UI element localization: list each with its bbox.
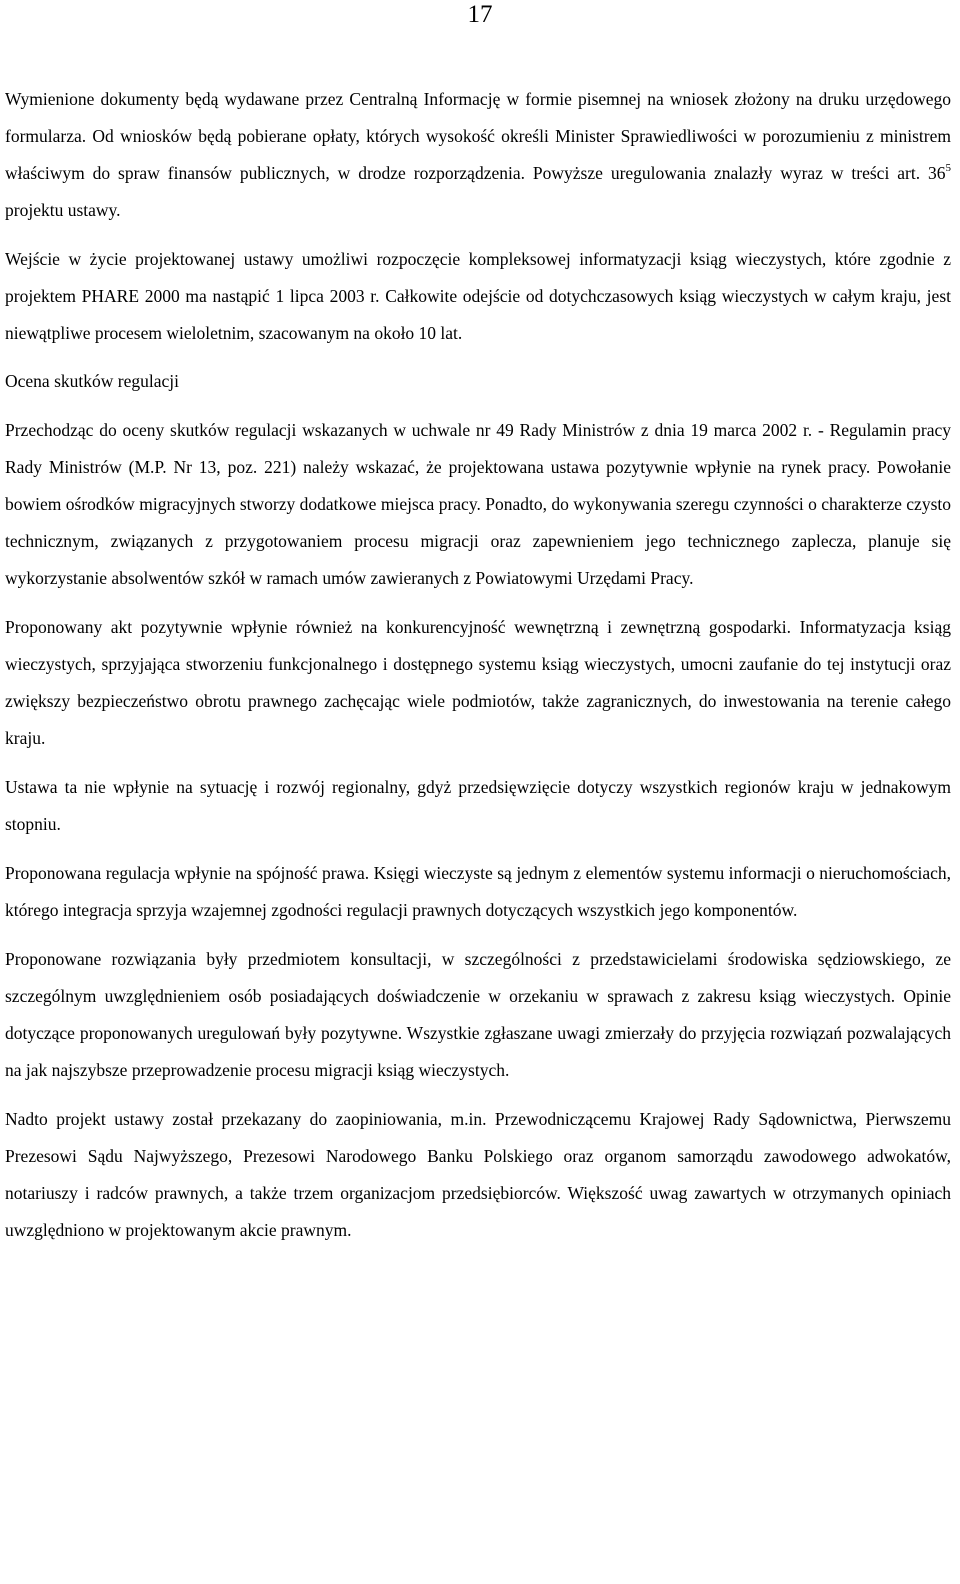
paragraph-consultations: Proponowane rozwiązania były przedmiotem konsultacji, w szczególności z przedstawicielami środowiska sędziowskiego, ze szczególnym uwzględnieniem osób posiadających doświadczenie w orzekaniu w sprawach z zakresu ksiąg wieczystych. Opinie dotyczące proponowanych uregulowań były pozytywne. Wszystkie zgłaszane uwagi zmierzały do przyjęcia rozwiązań pozwalających na jak najszybsze przeprowadzenie procesu migracji ksiąg wieczystych. — [5, 949, 951, 1080]
paragraph-legal-coherence: Proponowana regulacja wpłynie na spójność prawa. Księgi wieczyste są jednym z elementów systemu informacji o nieruchomościach, którego integracja sprzyja wzajemnej zgodności regulacji prawnych dotyczących wszystkich jego komponentów. — [5, 863, 951, 920]
paragraph-documents-fees — [5, 81, 951, 229]
paragraph-regional-development: Ustawa ta nie wpłynie na sytuację i rozwój regionalny, gdyż przedsięwzięcie dotyczy wszystkich regionów kraju w jednakowym stopniu. — [5, 777, 951, 834]
paragraph-competitiveness: Proponowany akt pozytywnie wpłynie również na konkurencyjność wewnętrzną i zewnętrzną gospodarki. Informatyzacja ksiąg wieczystych, sprzyjająca stworzeniu funkcjonalnego i dostępnego systemu ksiąg wieczystych, umocni zaufanie do tej instytucji oraz zwiększy bezpieczeństwo obrotu prawnego zachęcając wiele podmiotów, także zagranicznych, do inwestowania na terenie całego kraju. — [5, 617, 951, 748]
paragraph-opinions: Nadto projekt ustawy został przekazany do zaopiniowania, m.in. Przewodniczącemu Krajowej Rady Sądownictwa, Pierwszemu Prezesowi Sądu Najwyższego, Prezesowi Narodowego Banku Polskiego oraz organom samorządu zawodowego adwokatów, notariuszy i radców prawnych, a także trzem organizacjom przedsiębiorców. Większość uwag zawartych w otrzymanych opiniach uwzględniono w projektowanym akcie prawnym. — [5, 1109, 951, 1240]
paragraph-text-tail: projektu ustawy. — [5, 200, 121, 220]
paragraph-informatization: Wejście w życie projektowanej ustawy umożliwi rozpoczęcie kompleksowej informatyzacji ksiąg wieczystych, które zgodnie z projektem PHARE 2000 ma nastąpić 1 lipca 2003 r. Całkowite odejście od dotychczasowych ksiąg wieczystych w całym kraju, jest niewątpliwe procesem wieloletnim, szacowanym na około 10 lat. — [5, 249, 951, 343]
footnote-superscript: 5 — [945, 162, 951, 174]
document-body — [5, 81, 951, 1261]
section-heading-impact-assessment: Ocena skutków regulacji — [5, 371, 179, 391]
paragraph-labor-market: Przechodząc do oceny skutków regulacji wskazanych w uchwale nr 49 Rady Ministrów z dnia 19 marca 2002 r. - Regulamin pracy Rady Ministrów (M.P. Nr 13, poz. 221) należy wskazać, że projektowana ustawa pozytywnie wpłynie na rynek pracy. Powołanie bowiem ośrodków migracyjnych stworzy dodatkowe miejsca pracy. Ponadto, do wykonywania szeregu czynności o charakterze czysto technicznym, związanych z przygotowaniem procesu migracji oraz zapewnieniem jego technicznego zaplecza, planuje się wykorzystanie absolwentów szkół w ramach umów zawieranych z Powiatowymi Urzędami Pracy. — [5, 420, 951, 588]
paragraph-text: Wymienione dokumenty będą wydawane przez Centralną Informację w formie pisemnej na wniosek złożony na druku urzędowego formularza. Od wniosków będą pobierane opłaty, których wysokość określi Minister Sprawiedliwości w porozumieniu z ministrem właściwym do spraw finansów publicznych, w drodze rozporządzenia. Powyższe uregulowania znalazły wyraz w treści art. 36 — [5, 89, 951, 183]
page-number: 17 — [467, 1, 493, 28]
